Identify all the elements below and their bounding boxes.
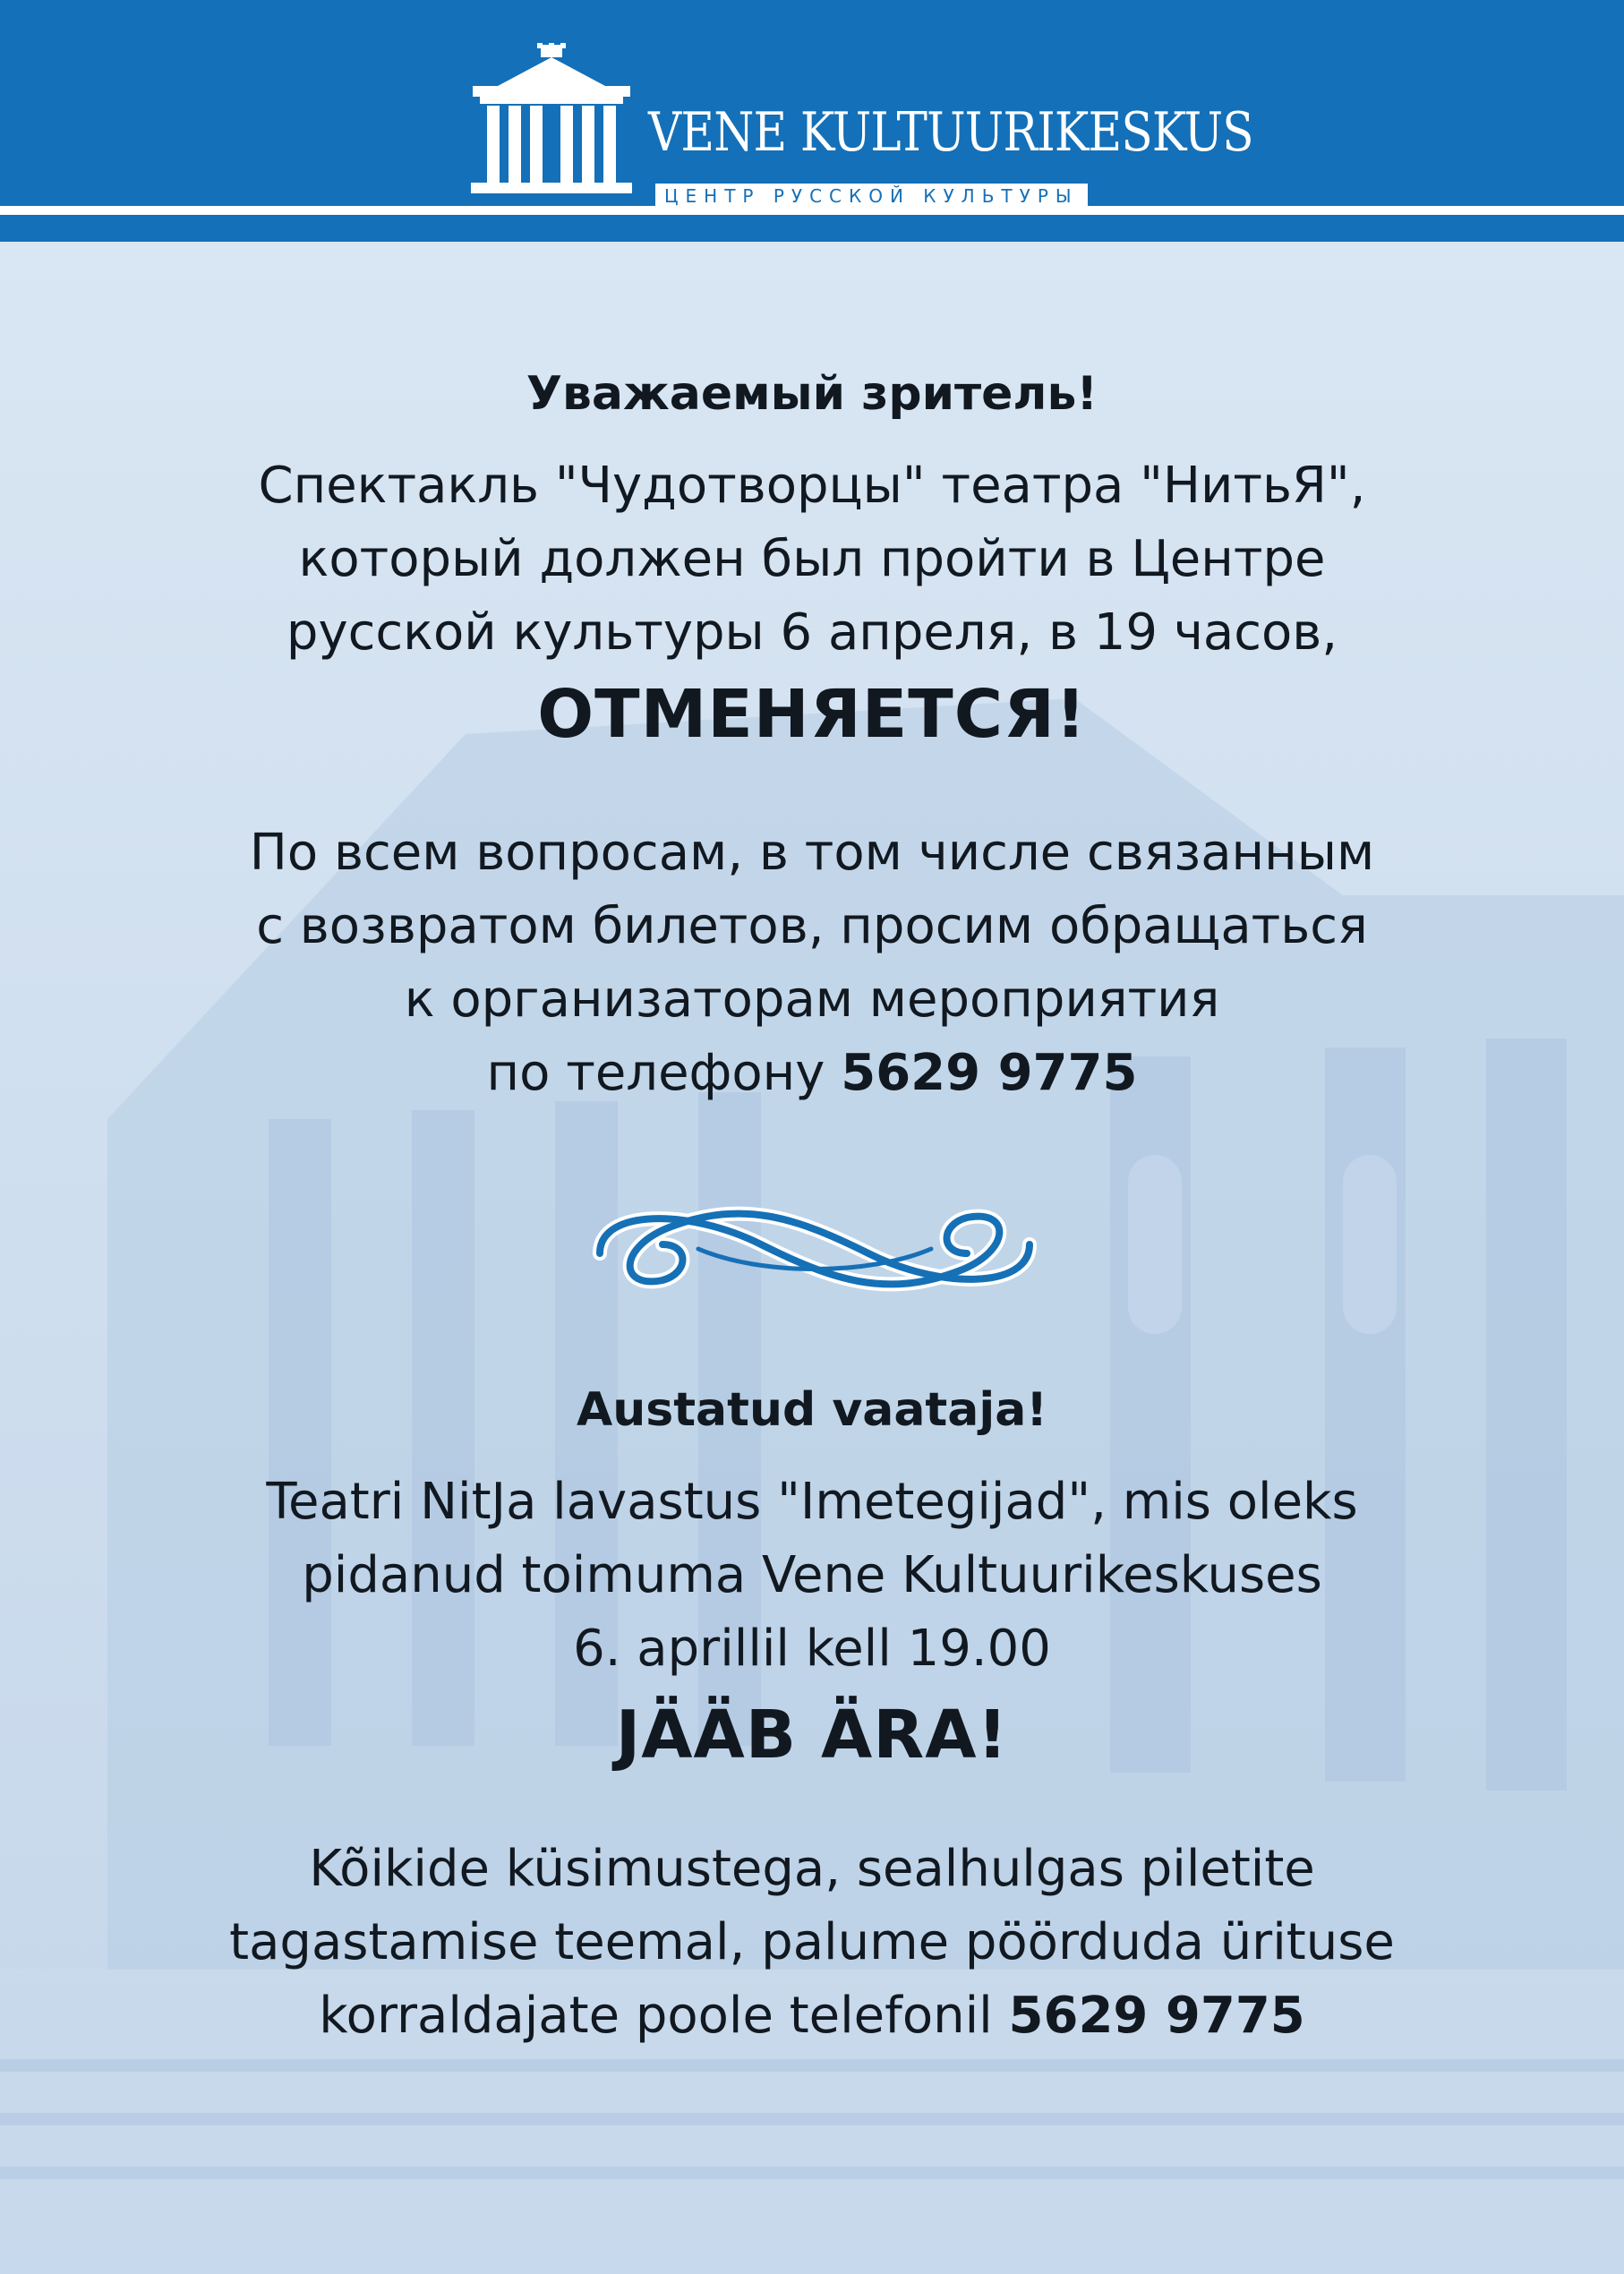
ru-line-3: русской культуры 6 апреля, в 19 часов, bbox=[286, 603, 1338, 662]
header-lower-band bbox=[0, 215, 1624, 242]
et-phone-prefix: korraldajate poole telefonil bbox=[319, 1987, 1009, 2045]
et-contact-line-1: Kõikide küsimustega, sealhulgas piletite bbox=[309, 1840, 1315, 1898]
et-line-2: pidanud toimuma Vene Kultuurikeskuses bbox=[302, 1546, 1322, 1604]
ru-line-2: который должен был пройти в Центре bbox=[298, 530, 1326, 588]
et-greeting: Austatud vaataja! bbox=[576, 1383, 1048, 1437]
ru-phone-line bbox=[0, 1044, 1624, 1102]
logo-subtitle: ЦЕНТР РУССКОЙ КУЛЬТУРЫ bbox=[655, 184, 1088, 209]
logo-title: VENE KULTUURIKESKUS bbox=[648, 101, 1253, 164]
et-phone-number: 5629 9775 bbox=[1008, 1987, 1305, 2045]
ru-phone-number: 5629 9775 bbox=[841, 1044, 1138, 1102]
flourish-divider-icon bbox=[582, 1191, 1047, 1307]
et-line-3: 6. aprillil kell 19.00 bbox=[573, 1620, 1051, 1678]
ru-contact-line-2: с возвратом билетов, просим обращаться bbox=[256, 897, 1368, 955]
ru-contact-line-3: к организаторам мероприятия bbox=[404, 970, 1220, 1029]
ru-phone-prefix: по телефону bbox=[486, 1044, 842, 1102]
ru-line-1: Спектакль "Чудотворцы" театра "НитьЯ", bbox=[258, 457, 1366, 515]
et-phone-line bbox=[0, 1987, 1624, 2045]
ru-cancel-notice: ОТМЕНЯЕТСЯ! bbox=[537, 676, 1087, 753]
et-cancel-notice: JÄÄB ÄRA! bbox=[615, 1697, 1009, 1774]
ru-greeting: Уважаемый зритель! bbox=[526, 367, 1098, 421]
ru-contact-line-1: По всем вопросам, в том числе связанным bbox=[249, 824, 1375, 882]
building-colonnade-icon bbox=[471, 43, 632, 195]
et-line-1: Teatri NitJa lavastus "Imetegijad", mis oleks bbox=[266, 1473, 1358, 1531]
et-contact-line-2: tagastamise teemal, palume pöörduda ürituse bbox=[229, 1913, 1395, 1971]
